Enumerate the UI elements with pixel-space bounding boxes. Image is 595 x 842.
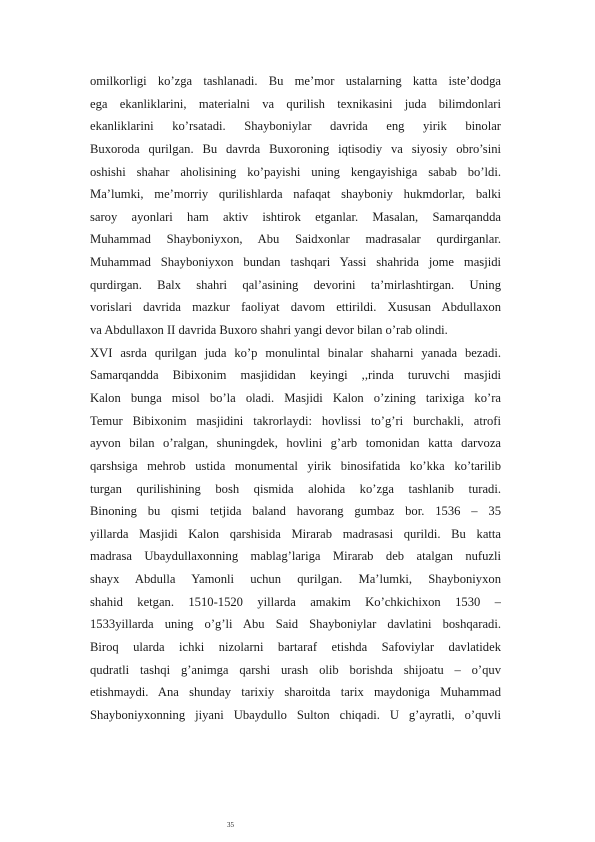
text-line: shayx Abdulla Yamonli uchun qurilgan. Ma’lumki, Shayboniyxon: [90, 572, 501, 587]
text-line: etishmaydi. Ana shunday tarixiy sharoitda tarix maydoniga Muhammad: [90, 685, 501, 700]
text-line: omilkorligi ko’zga tashlanadi. Bu me’mor ustalarning katta iste’dodga: [90, 74, 501, 88]
text-line: Samarqandda Bibixonim masjididan keyingi ,,rinda turuvchi masjidi: [90, 368, 501, 383]
text-line: saroy ayonlari ham aktiv ishtirok etganlar. Masalan, Samarqandda: [90, 209, 501, 224]
text-line: qurdirgan. Balx shahri qal’asining devorini ta’mirlashtirgan. Uning: [90, 277, 501, 292]
page-number: 35: [227, 821, 234, 829]
text-line: Muhammad Shayboniyxon, Abu Saidxonlar madrasalar qurdirganlar.: [90, 232, 501, 247]
text-line: madrasa Ubaydullaxonning mablag’lariga Mirarab deb atalgan nufuzli: [90, 549, 501, 564]
text-line: Binoning bu qismi tetjida baland havorang gumbaz bor. 1536 – 35: [90, 504, 501, 519]
text-line: Shayboniyxonning jiyani Ubaydullo Sulton chiqadi. U g’ayratli, o’quvli: [90, 707, 501, 722]
text-line: Ma’lumki, me’morriy qurilishlarda nafaqat shayboniy hukmdorlar, balki: [90, 187, 501, 202]
text-line: qudratli tashqi g’animga qarshi urash olib borishda shijoatu – o’quv: [90, 662, 501, 677]
text-line: turgan qurilishining bosh qismida alohida ko’zga tashlanib turadi.: [90, 481, 501, 496]
text-line: Muhammad Shayboniyxon bundan tashqari Yassi shahrida jome masjidi: [90, 255, 501, 270]
document-body: [90, 70, 501, 727]
text-line: XVI asrda qurilgan juda ko’p monulintal binalar shaharni yanada bezadi.: [90, 345, 501, 360]
text-line: vorislari davrida mazkur faoliyat davom ettirildi. Xususan Abdullaxon: [90, 300, 501, 315]
text-line: qarshsiga mehrob ustida monumental yirik binosifatida ko’kka ko’tarilib: [90, 458, 501, 473]
text-line: shahid ketgan. 1510-1520 yillarda amakim Ko’chkichixon 1530 –: [90, 594, 501, 609]
text-line: ega ekanliklarini, materialni va qurilish texnikasini juda bilimdonlari: [90, 96, 501, 111]
text-line: Temur Bibixonim masjidini takrorlaydi: hovlissi to’g’ri burchakli, atrofi: [90, 413, 501, 428]
text-line: va Abdullaxon II davrida Buxoro shahri yangi devor bilan o’rab olindi.: [90, 323, 448, 338]
text-line: yillarda Masjidi Kalon qarshisida Mirarab madrasasi qurildi. Bu katta: [90, 526, 501, 541]
text-line: Kalon bunga misol bo’la oladi. Masjidi Kalon o’zining tarixiga ko’ra: [90, 390, 501, 405]
text-line: oshishi shahar aholisining ko’payishi uning kengayishiga sabab bo’ldi.: [90, 164, 501, 179]
text-line: 1533yillarda uning o’g’li Abu Said Shayboniylar davlatini boshqaradi.: [90, 617, 501, 632]
text-line: ayvon bilan o’ralgan, shuningdek, hovlini g’arb tomonidan katta darvoza: [90, 436, 501, 451]
text-line: Buxoroda qurilgan. Bu davrda Buxoroning iqtisodiy va siyosiy obro’sini: [90, 141, 501, 156]
text-line: Biroq ularda ichki nizolarni bartaraf etishda Safoviylar davlatidek: [90, 640, 501, 655]
text-line: ekanliklarini ko’rsatadi. Shayboniylar davrida eng yirik binolar: [90, 119, 501, 134]
